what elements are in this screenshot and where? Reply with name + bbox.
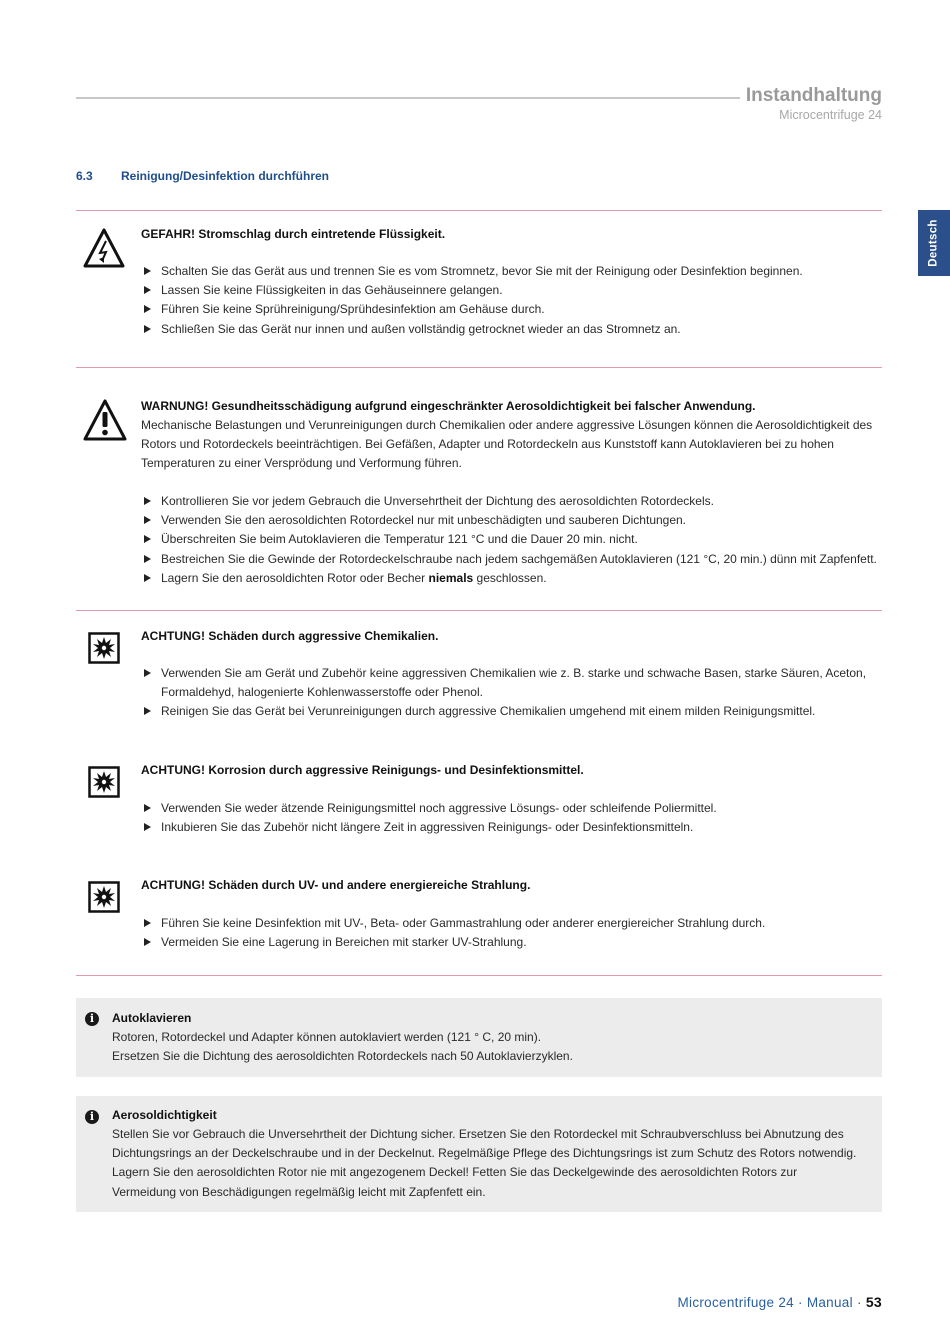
- material-damage-icon: [88, 881, 120, 913]
- info-box-aerosol: [76, 1096, 882, 1212]
- warning-list: [141, 492, 886, 588]
- list-item: Verwenden Sie am Gerät und Zubehör keine aggressiven Chemikalien wie z. B. starke und schwache Basen, starke Säuren, Aceton, Formaldehyd, halogenierte Kohlenwasserstoffe oder Phenol.: [141, 664, 886, 702]
- list-item: Reinigen Sie das Gerät bei Verunreinigungen durch aggressive Chemikalien umgehend mit einem milden Reinigungsmittel.: [141, 702, 886, 721]
- list-item: Vermeiden Sie eine Lagerung in Bereichen mit starker UV-Strahlung.: [141, 933, 886, 952]
- list-item: Führen Sie keine Sprühreinigung/Sprühdesinfektion am Gehäuse durch.: [141, 300, 886, 319]
- page-footer: [677, 1294, 882, 1310]
- caution-title: ACHTUNG! Korrosion durch aggressive Reinigungs- und Desinfektionsmittel.: [141, 763, 584, 777]
- page-number: 53: [865, 1294, 882, 1310]
- info-title: Aerosoldichtigkeit: [112, 1108, 217, 1122]
- material-damage-icon: [88, 632, 120, 664]
- divider: [76, 210, 882, 211]
- list-item: Schalten Sie das Gerät aus und trennen Sie es vom Stromnetz, bevor Sie mit der Reinigung oder Desinfektion beginnen.: [141, 262, 886, 281]
- list-item: Überschreiten Sie beim Autoklavieren die Temperatur 121 °C und die Dauer 20 min. nicht.: [141, 530, 886, 549]
- section-number: 6.3: [76, 169, 93, 183]
- caution-list: [141, 799, 886, 837]
- list-item: Bestreichen Sie die Gewinde der Rotordeckelschraube nach jedem sachgemäßen Autoklavieren (121 °C, 20 min.) dünn mit Zapfenfett.: [141, 550, 886, 569]
- material-damage-icon: [88, 766, 120, 798]
- caution-list: [141, 664, 886, 722]
- list-item: Verwenden Sie den aerosoldichten Rotordeckel nur mit unbeschädigten und sauberen Dichtungen.: [141, 511, 886, 530]
- caution-list: [141, 914, 886, 952]
- list-item: Inkubieren Sie das Zubehör nicht längere Zeit in aggressiven Reinigungs- oder Desinfektionsmitteln.: [141, 818, 886, 837]
- list-item: Führen Sie keine Desinfektion mit UV-, Beta- oder Gammastrahlung oder anderer energiereicher Strahlung durch.: [141, 914, 886, 933]
- info-text: [112, 1028, 862, 1066]
- list-item: Lassen Sie keine Flüssigkeiten in das Gehäuseinnere gelangen.: [141, 281, 886, 300]
- chapter-title: Instandhaltung: [745, 85, 882, 106]
- info-box-autoclave: [76, 998, 882, 1077]
- electric-hazard-icon: [83, 228, 125, 268]
- warning-text: Mechanische Belastungen und Verunreinigungen durch Chemikalien oder andere aggressive Lösungen können die Aerosoldichtigkeit des Rotors und Rotordeckels beeinträchtigen. Bei Gefäßen, Adapter und Rotordeckeln aus Kunststoff kann Autoklavieren bei zu hohen Temperaturen zu einer Versprödung und Verformung führen.: [141, 418, 873, 471]
- danger-list: [141, 262, 886, 339]
- info-line: Ersetzen Sie die Dichtung des aerosoldichten Rotordeckels nach 50 Autoklavierzyklen.: [112, 1049, 573, 1064]
- footer-text: Microcentrifuge 24 · Manual ·: [677, 1295, 866, 1310]
- product-name: Microcentrifuge 24: [779, 108, 882, 122]
- caution-title: ACHTUNG! Schäden durch aggressive Chemikalien.: [141, 629, 439, 643]
- language-tab[interactable]: [918, 210, 950, 276]
- divider: [76, 367, 882, 368]
- warning-triangle-icon: [83, 399, 127, 441]
- divider: [76, 610, 882, 611]
- info-text: Stellen Sie vor Gebrauch die Unversehrtheit der Dichtung sicher. Ersetzen Sie den Rotordeckel mit Schraubverschluss bei Abnutzung des Dichtungsrings an der Deckelschraube und in der Deckelnut. Regelmäßige Pflege des Dichtungsrings ist zum Schutz des Rotors notwendig. Lagern Sie den aerosoldichten Rotor nie mit angezogenem Deckel! Fetten Sie das Deckelgewinde des aerosoldichten Rotors zur Vermeidung von Beschädigungen regelmäßig leicht mit Zapfenfett ein.: [112, 1127, 857, 1199]
- emphasis: niemals: [428, 570, 474, 585]
- list-item: Kontrollieren Sie vor jedem Gebrauch die Unversehrtheit der Dichtung des aerosoldichten Rotordeckels.: [141, 492, 886, 511]
- caution-title: ACHTUNG! Schäden durch UV- und andere energiereiche Strahlung.: [141, 878, 531, 892]
- danger-title: GEFAHR! Stromschlag durch eintretende Flüssigkeit.: [141, 227, 446, 241]
- list-item: Schließen Sie das Gerät nur innen und außen vollständig getrocknet wieder an das Stromnetz an.: [141, 320, 886, 339]
- info-title: Autoklavieren: [112, 1011, 192, 1025]
- info-icon: i: [85, 1012, 99, 1026]
- info-icon: i: [85, 1110, 99, 1124]
- section-title: Reinigung/Desinfektion durchführen: [121, 169, 330, 183]
- info-line: Rotoren, Rotordeckel und Adapter können autoklaviert werden (121 ° C, 20 min).: [112, 1030, 542, 1044]
- language-tab-label: Deutsch: [928, 219, 941, 267]
- divider: [76, 975, 882, 976]
- warning-title: WARNUNG! Gesundheitsschädigung aufgrund eingeschränkter Aerosoldichtigkeit bei falscher Anwendung.: [141, 399, 756, 413]
- list-item: Lagern Sie den aerosoldichten Rotor oder Becher niemals geschlossen.: [141, 569, 886, 588]
- list-item: Verwenden Sie weder ätzende Reinigungsmittel noch aggressive Lösungs- oder schleifende Poliermittel.: [141, 799, 886, 818]
- header-rule: [76, 97, 740, 99]
